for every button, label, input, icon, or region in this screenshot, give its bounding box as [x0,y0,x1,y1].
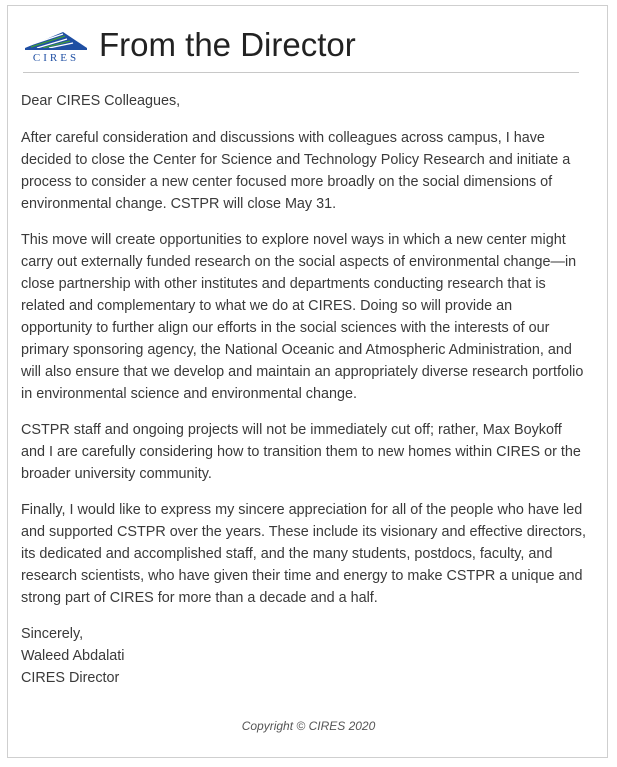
cires-logo-mark [23,30,89,64]
copyright-footer: Copyright © CIRES 2020 [241,719,376,733]
letter-paragraph-2: This move will create opportunities to explore novel ways in which a new center might carry out externally funded research on the social aspects of environmental change—in close partnership with other institutes and departments conducting research that is related and complementary to what we do at CIRES. Doing so will provide an opportunity to further align our efforts in the social sciences with the interests of our primary sponsoring agency, the National Oceanic and Atmospheric Administration, and will also ensure that we develop and maintain an appropriately diverse research portfolio in environmental science and environmental change. [21,232,584,402]
letter-paragraph-3: CSTPR staff and ongoing projects will not be immediately cut off; rather, Max Boykoff and I are carefully considering how to transition them to new homes within CIRES or the broader university community. [21,422,581,482]
cires-logo [23,30,89,64]
letter-paragraph-1: After careful consideration and discussions with colleagues across campus, I have decided to close the Center for Science and Technology Policy Research and initiate a process to consider a new center focused more broadly on the social dimensions of environmental change. CSTPR will close May 31. [21,130,571,212]
page-title: From the Director [99,26,356,63]
letter-body [21,90,587,703]
signature-block [21,623,587,689]
email-header [23,28,579,73]
signer-name: Waleed Abdalati [21,648,125,664]
signer-title: CIRES Director [21,670,120,686]
letter-paragraph-4: Finally, I would like to express my sincere appreciation for all of the people who have led and supported CSTPR over the years. These include its visionary and effective directors, its dedicated and accomplished staff, and the many students, postdocs, faculty, and research scientists, who have given their time and energy to make CSTPR a unique and strong part of CIRES for more than a decade and a half. [21,502,586,606]
closing-text: Sincerely, [21,626,84,642]
letter-greeting: Dear CIRES Colleagues, [21,93,181,109]
logo-wordmark: CIRES [32,52,80,64]
